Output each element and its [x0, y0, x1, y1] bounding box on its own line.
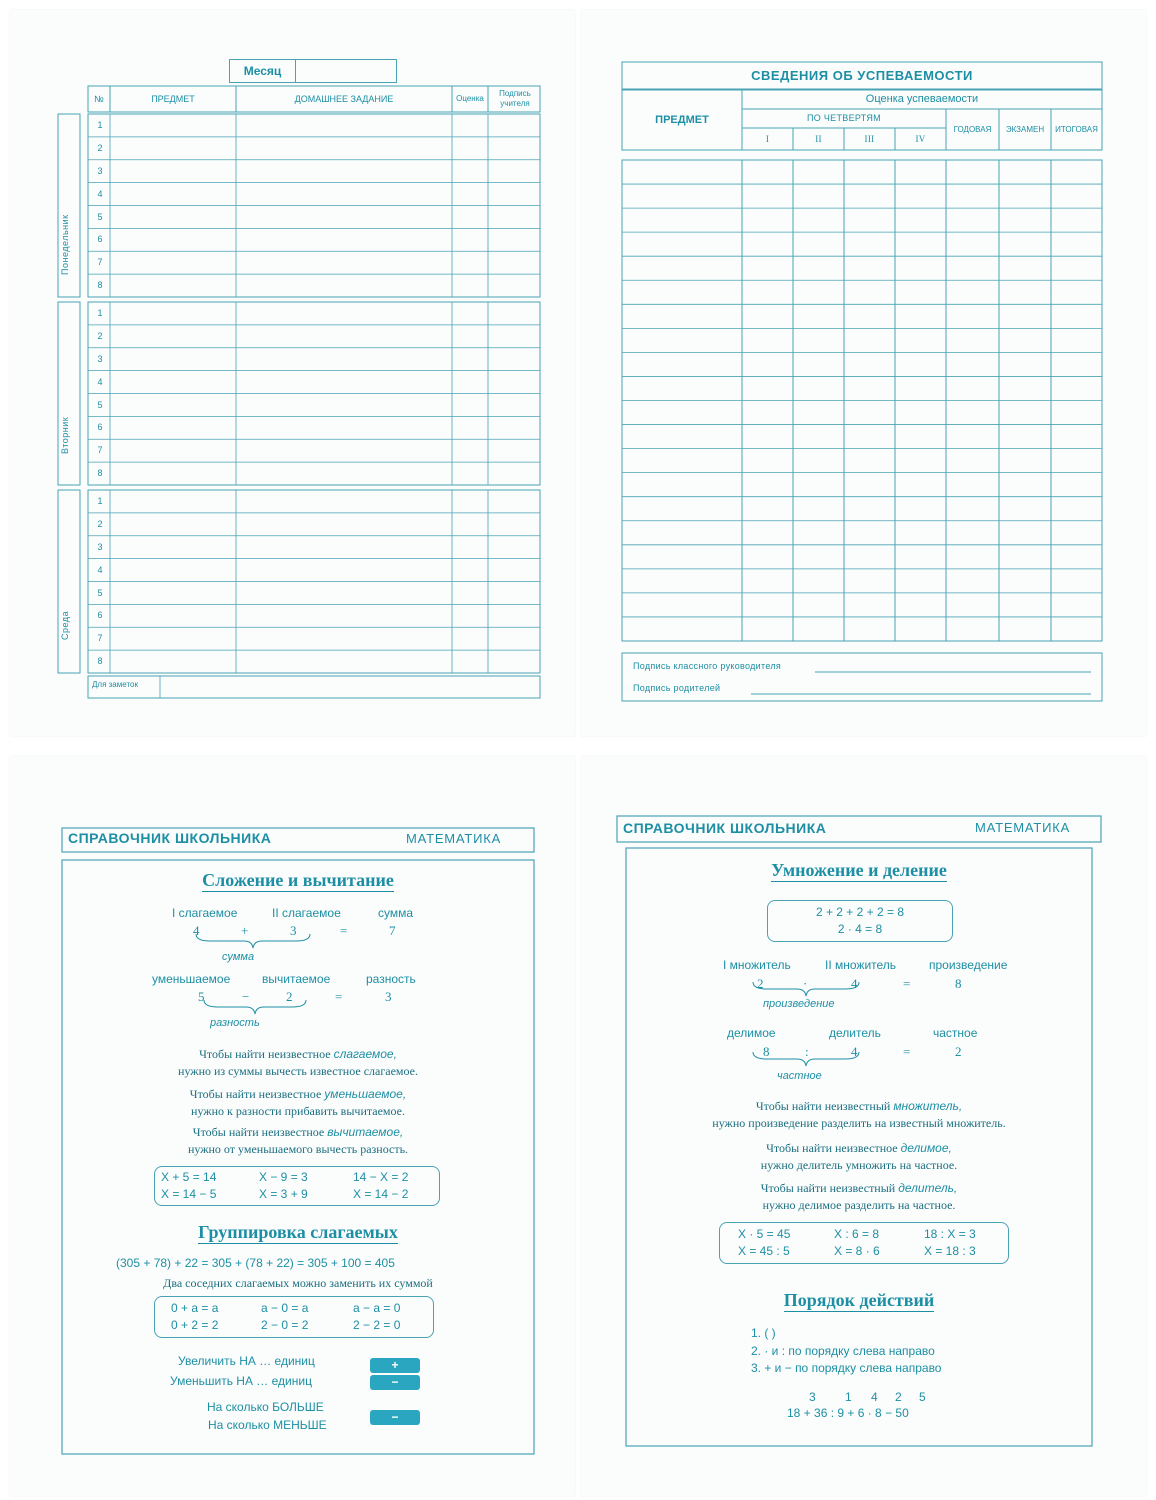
lesson-number: 1	[97, 308, 103, 318]
zero-2a: a − 0 = a	[261, 1301, 309, 1315]
minus-sign-2: −	[370, 1410, 420, 1425]
add-ex-op: +	[241, 923, 249, 938]
lesson-number: 5	[97, 399, 103, 410]
col-teacher-sign: Подпись учителя	[499, 89, 531, 108]
order-mark-5: 5	[919, 1390, 926, 1404]
equations-box	[154, 1166, 440, 1206]
col-subject: ПРЕДМЕТ	[151, 94, 195, 104]
grades-exam: ЭКЗАМЕН	[1005, 125, 1045, 134]
quarter-2: II	[815, 134, 822, 144]
ref-left-heading-1: Сложение и вычитание	[202, 870, 394, 890]
add-term-sum: сумма	[378, 906, 414, 920]
order-1: 1. ( )	[751, 1326, 776, 1340]
quarter-4: IV	[915, 134, 926, 144]
grades-title: СВЕДЕНИЯ ОБ УСПЕВАЕМОСТИ	[751, 68, 973, 83]
add-ex-eq: =	[340, 923, 348, 938]
rule-subtrahend: Чтобы найти неизвестное вычитаемое, нужно от уменьшаемого вычесть разность.	[187, 1125, 409, 1156]
lesson-number: 4	[97, 564, 103, 575]
decrease-text: Уменьшить НА … единиц	[170, 1374, 312, 1388]
eq-2a: X − 9 = 3	[259, 1170, 308, 1184]
mul-ex-c: 8	[955, 976, 962, 991]
div-ex-b: 4	[851, 1044, 858, 1059]
mul-ex-eq: =	[903, 976, 911, 991]
zero-box	[154, 1296, 434, 1338]
div-term-quotient: частное	[933, 1026, 978, 1040]
sub-term-2: вычитаемое	[262, 972, 331, 986]
order-mark-2: 1	[845, 1390, 852, 1404]
meq-1a: X · 5 = 45	[738, 1227, 791, 1241]
div-ex-op: :	[805, 1044, 809, 1059]
order-mark-4: 2	[895, 1390, 902, 1404]
lesson-number: 1	[97, 496, 103, 506]
rule-addend: Чтобы найти неизвестное слагаемое, нужно из суммы вычесть известное слагаемое.	[178, 1047, 418, 1078]
ref-right-brand: СПРАВОЧНИК ШКОЛЬНИКА	[623, 820, 827, 836]
day-tuesday: Вторник	[60, 416, 70, 454]
quarter-1: I	[765, 134, 770, 144]
col-grade: Оценка	[456, 94, 484, 103]
eq-1b: X = 14 − 5	[161, 1187, 217, 1201]
ref-left-subject: МАТЕМАТИКА	[406, 831, 502, 846]
meq-2a: X : 6 = 8	[834, 1227, 880, 1241]
reference-multiplication-page	[581, 756, 1146, 1496]
rule-factor: Чтобы найти неизвестный множитель, нужно произведение разделить на известный множитель.	[712, 1099, 1006, 1130]
sub-term-1: уменьшаемое	[152, 972, 231, 986]
div-ex-eq: =	[903, 1044, 911, 1059]
sub-brace-label: разность	[210, 1017, 260, 1029]
ref-right-heading-2: Порядок действий	[783, 1290, 935, 1310]
diary-grid	[10, 10, 575, 736]
lesson-number: 3	[97, 541, 103, 552]
add-brace-label: сумма	[222, 951, 255, 963]
add-term-2: II слагаемое	[272, 906, 341, 920]
sub-ex-a: 5	[198, 989, 205, 1004]
eq-1a: X + 5 = 14	[161, 1170, 217, 1184]
meq-2b: X = 8 · 6	[834, 1244, 880, 1258]
day-monday: Понедельник	[60, 214, 70, 276]
order-2: 2. · и : по порядку слева направо	[751, 1344, 935, 1358]
ref-left-brand: СПРАВОЧНИК ШКОЛЬНИКА	[68, 830, 272, 846]
order-3: 3. + и − по порядку слева направо	[751, 1361, 942, 1375]
div-term-1: делимое	[727, 1026, 776, 1040]
col-number: №	[94, 94, 104, 104]
sub-term-diff: разность	[366, 972, 416, 986]
order-mark-3: 4	[871, 1390, 878, 1404]
mul-equations-box	[719, 1222, 1009, 1264]
ref-left-heading-2: Группировка слагаемых	[198, 1222, 398, 1242]
lesson-number: 3	[97, 353, 103, 364]
add-ex-a: 4	[193, 923, 200, 938]
sub-ex-eq: =	[335, 989, 343, 1004]
ref-right-heading-1: Умножение и деление	[771, 860, 947, 880]
mul-brace-label: произведение	[763, 998, 835, 1010]
group-rule: Два соседних слагаемых можно заменить их суммой	[163, 1276, 433, 1290]
sign-parents-label: Подпись родителей	[633, 683, 721, 693]
less-text: На сколько МЕНЬШЕ	[208, 1418, 327, 1432]
group-formula: (305 + 78) + 22 = 305 + (78 + 22) = 305 + 100 = 405	[116, 1256, 395, 1270]
lesson-number: 8	[97, 468, 103, 479]
more-text: На сколько БОЛЬШЕ	[207, 1400, 324, 1414]
lesson-number: 3	[97, 165, 103, 176]
col-homework: ДОМАШНЕЕ ЗАДАНИЕ	[294, 94, 394, 104]
order-mark-1: 3	[809, 1390, 816, 1404]
lesson-number: 6	[97, 422, 103, 433]
rule-divisor: Чтобы найти неизвестный делитель, нужно делимое разделить на частное.	[760, 1181, 958, 1212]
mul-term-product: произведение	[929, 958, 1008, 972]
grades-final: ИТОГОВАЯ	[1055, 125, 1098, 134]
add-term-1: I слагаемое	[172, 906, 238, 920]
rule-minuend: Чтобы найти неизвестное уменьшаемое, нужно к разности прибавить вычитаемое.	[189, 1087, 407, 1118]
increase-text: Увеличить НА … единиц	[178, 1354, 315, 1368]
eq-3a: 14 − X = 2	[353, 1170, 409, 1184]
day-wednesday: Среда	[60, 610, 70, 640]
lesson-number: 2	[97, 518, 103, 529]
minus-sign-1: −	[370, 1375, 420, 1390]
mul-intro-2: 2 · 4 = 8	[837, 922, 883, 936]
grades-year: ГОДОВАЯ	[953, 125, 992, 134]
sub-ex-b: 2	[286, 989, 293, 1004]
div-brace-label: частное	[777, 1070, 822, 1082]
mul-intro-1: 2 + 2 + 2 + 2 = 8	[815, 905, 905, 919]
reference-addition-page	[10, 756, 575, 1496]
zero-1a: 0 + a = a	[171, 1301, 219, 1315]
order-expression: 18 + 36 : 9 + 6 · 8 − 50	[787, 1406, 909, 1420]
lesson-number: 7	[97, 633, 103, 644]
div-ex-a: 8	[763, 1044, 770, 1059]
grades-subject-header: ПРЕДМЕТ	[655, 114, 709, 126]
meq-3a: 18 : X = 3	[924, 1227, 976, 1241]
add-ex-c: 7	[389, 923, 396, 938]
grades-page	[581, 10, 1146, 736]
lesson-number: 8	[97, 280, 103, 291]
rule-dividend: Чтобы найти неизвестное делимое, нужно делитель умножить на частное.	[760, 1141, 958, 1172]
grades-quarters-header: ПО ЧЕТВЕРТЯМ	[807, 113, 881, 123]
mul-ex-b: 4	[851, 976, 858, 991]
lesson-number: 7	[97, 445, 103, 456]
add-ex-b: 3	[290, 923, 297, 938]
sign-teacher-label: Подпись классного руководителя	[633, 661, 782, 671]
div-ex-c: 2	[955, 1044, 962, 1059]
grades-grade-header: Оценка успеваемости	[865, 93, 979, 105]
zero-2b: 2 − 0 = 2	[261, 1318, 309, 1332]
ref-right-subject: МАТЕМАТИКА	[975, 820, 1071, 835]
eq-3b: X = 14 − 2	[353, 1187, 409, 1201]
zero-1b: 0 + 2 = 2	[171, 1318, 219, 1332]
lesson-number: 6	[97, 610, 103, 621]
meq-1b: X = 45 : 5	[738, 1244, 790, 1258]
diary-page	[10, 10, 575, 736]
zero-3a: a − a = 0	[353, 1301, 401, 1315]
notes-label: Для заметок	[92, 680, 138, 689]
lesson-number: 8	[97, 656, 103, 667]
mul-term-1: I множитель	[723, 958, 791, 972]
mul-term-2: II множитель	[825, 958, 897, 972]
mul-ex-a: 2	[757, 976, 764, 991]
lesson-number: 5	[97, 587, 103, 598]
lesson-number: 4	[97, 188, 103, 199]
lesson-number: 6	[97, 234, 103, 245]
lesson-number: 7	[97, 257, 103, 268]
lesson-number: 1	[97, 120, 103, 130]
meq-3b: X = 18 : 3	[924, 1244, 976, 1258]
plus-sign: +	[370, 1358, 420, 1373]
sub-ex-op: −	[242, 989, 250, 1004]
lesson-number: 4	[97, 376, 103, 387]
zero-3b: 2 − 2 = 0	[353, 1318, 401, 1332]
div-term-2: делитель	[829, 1026, 881, 1040]
lesson-number: 2	[97, 330, 103, 341]
mul-ex-op: ·	[803, 976, 808, 991]
sub-ex-c: 3	[385, 989, 392, 1004]
eq-2b: X = 3 + 9	[259, 1187, 308, 1201]
lesson-number: 2	[97, 142, 103, 153]
lesson-number: 5	[97, 211, 103, 222]
month-label: Месяц	[230, 60, 296, 82]
quarter-3: III	[864, 134, 875, 144]
mul-intro-box	[767, 900, 953, 942]
